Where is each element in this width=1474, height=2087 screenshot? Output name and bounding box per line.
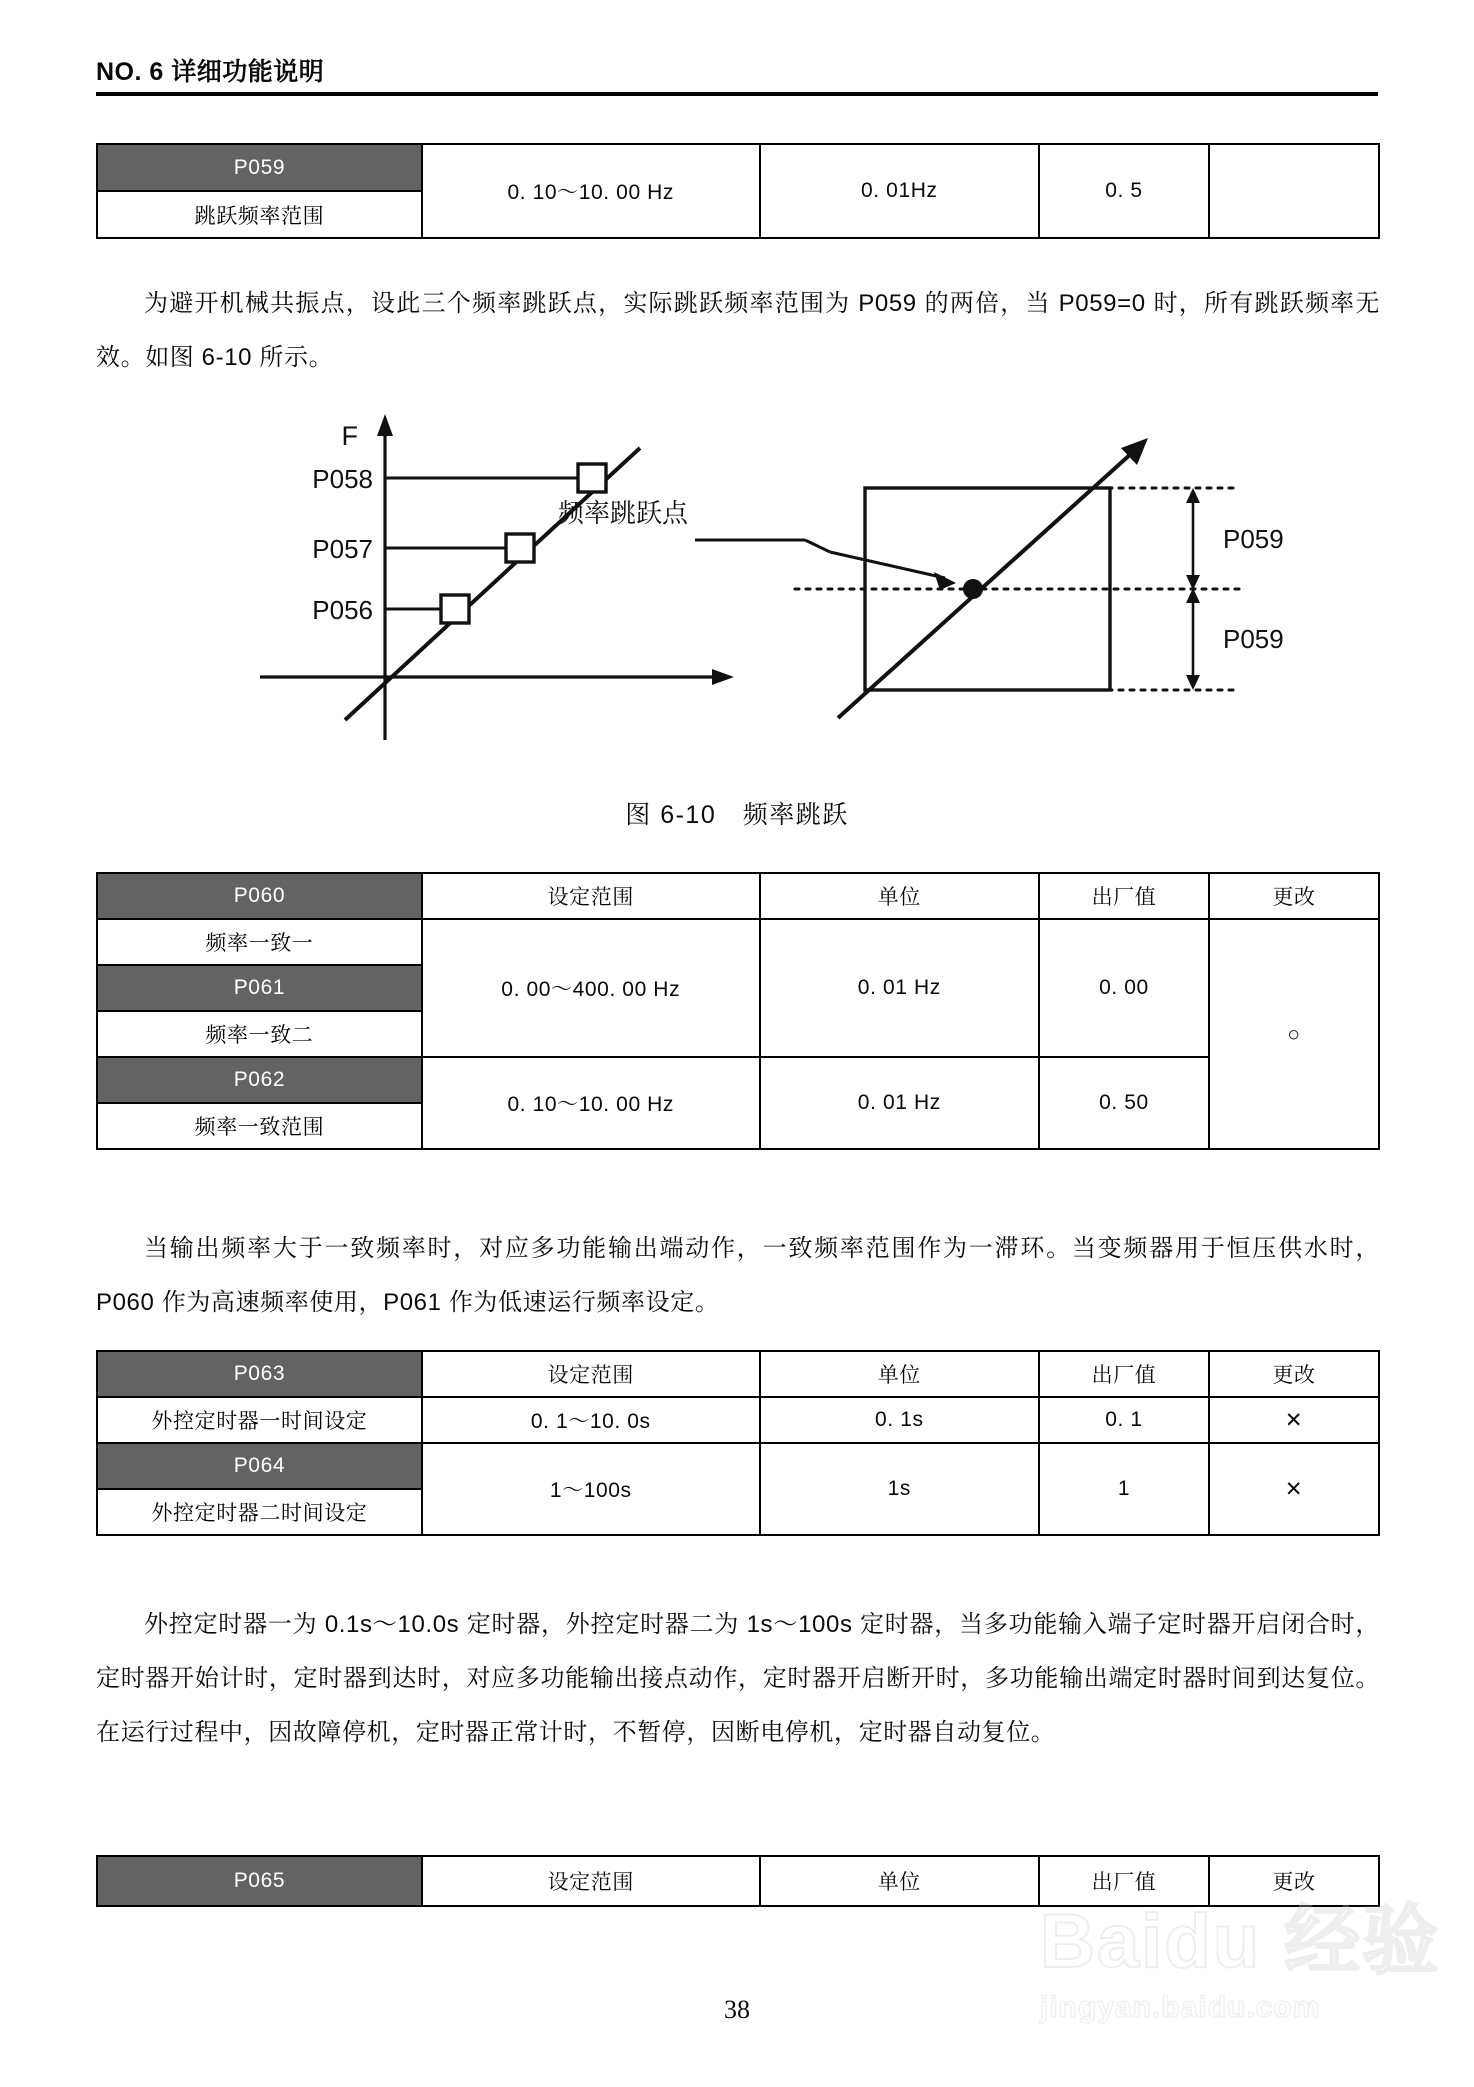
column-header-unit: 单位 xyxy=(760,1856,1039,1906)
param-code-cell: P062 xyxy=(97,1057,422,1103)
param-name-cell: 频率一致二 xyxy=(97,1011,422,1057)
param-name-cell: 跳跃频率范围 xyxy=(97,191,422,238)
figure-6-10-graphic xyxy=(240,400,1300,780)
column-header-default: 出厂值 xyxy=(1039,873,1209,919)
table-row xyxy=(97,873,1379,919)
param-change-cell: ✕ xyxy=(1209,1397,1379,1443)
param-code-cell: P065 xyxy=(97,1856,422,1906)
svg-text:P059: P059 xyxy=(1223,524,1284,554)
param-range-cell: 1～100s xyxy=(422,1443,760,1535)
column-header-default: 出厂值 xyxy=(1039,1351,1209,1397)
header-divider xyxy=(96,92,1378,96)
param-range-cell: 0. 10～10. 00 Hz xyxy=(422,144,760,238)
paragraph-frequency-agreement xyxy=(96,1222,1380,1330)
table-row xyxy=(97,1856,1379,1906)
table-p060 xyxy=(96,872,1380,1150)
svg-text:P056: P056 xyxy=(312,595,373,625)
param-default-cell: 0. 1 xyxy=(1039,1397,1209,1443)
param-range-cell: 0. 10～10. 00 Hz xyxy=(422,1057,760,1149)
param-code-cell: P064 xyxy=(97,1443,422,1489)
param-name-cell: 外控定时器一时间设定 xyxy=(97,1397,422,1443)
table-p063 xyxy=(96,1350,1380,1536)
param-unit-cell: 0. 01 Hz xyxy=(760,1057,1039,1149)
column-header-range: 设定范围 xyxy=(422,873,760,919)
figure-6-10 xyxy=(240,400,1300,785)
param-change-cell xyxy=(1209,144,1379,238)
svg-text:F: F xyxy=(341,421,358,451)
paragraph-text: 为避开机械共振点，设此三个频率跳跃点，实际跳跃频率范围为 P059 的两倍，当 P059=0 时，所有跳跃频率无效。如图 6-10 所示。 xyxy=(96,290,1380,371)
page-number: 38 xyxy=(724,1995,750,2024)
param-default-cell: 0. 50 xyxy=(1039,1057,1209,1149)
table-row xyxy=(97,1351,1379,1397)
param-name-cell: 外控定时器二时间设定 xyxy=(97,1489,422,1535)
column-header-change: 更改 xyxy=(1209,1856,1379,1906)
paragraph-text: 当输出频率大于一致频率时，对应多功能输出端动作，一致频率范围作为一滞环。当变频器用于恒压供水时，P060 作为高速频率使用，P061 作为低速运行频率设定。 xyxy=(96,1235,1380,1316)
table-row xyxy=(97,919,1379,965)
param-code-cell: P060 xyxy=(97,873,422,919)
paragraph-jump-frequency xyxy=(96,277,1380,385)
column-header-default: 出厂值 xyxy=(1039,1856,1209,1906)
column-header-change: 更改 xyxy=(1209,1351,1379,1397)
param-default-cell: 0. 00 xyxy=(1039,919,1209,1057)
table-row xyxy=(97,1443,1379,1489)
param-range-cell: 0. 00～400. 00 Hz xyxy=(422,919,760,1057)
param-change-cell: ○ xyxy=(1209,919,1379,1149)
svg-text:P058: P058 xyxy=(312,464,373,494)
figure-caption: 图 6-10 频率跳跃 xyxy=(625,801,849,829)
param-code-cell: P063 xyxy=(97,1351,422,1397)
column-header-unit: 单位 xyxy=(760,873,1039,919)
param-code-cell: P059 xyxy=(97,144,422,191)
svg-text:频率跳跃点: 频率跳跃点 xyxy=(557,498,688,528)
page-header-title: NO. 6 详细功能说明 xyxy=(96,58,325,86)
paragraph-external-timer xyxy=(96,1598,1380,1760)
watermark-brand: Baidu 经验 xyxy=(1040,1899,1441,1984)
param-default-cell: 1 xyxy=(1039,1443,1209,1535)
param-change-cell: ✕ xyxy=(1209,1443,1379,1535)
table-p065 xyxy=(96,1855,1380,1907)
column-header-change: 更改 xyxy=(1209,873,1379,919)
table-row xyxy=(97,144,1379,191)
param-unit-cell: 0. 1s xyxy=(760,1397,1039,1443)
param-name-cell: 频率一致范围 xyxy=(97,1103,422,1149)
svg-text:P059: P059 xyxy=(1223,624,1284,654)
paragraph-text: 外控定时器一为 0.1s～10.0s 定时器，外控定时器二为 1s～100s 定时器，当多功能输入端子定时器开启闭合时，定时器开始计时，定时器到达时，对应多功能输出接点动作，定时器开启断开时，多功能输出端定时器时间到达复位。在运行过程中，因故障停机，定时器正常计时，不暂停，因断电停机，定时器自动复位。 xyxy=(96,1611,1380,1746)
table-row xyxy=(97,1397,1379,1443)
param-range-cell: 0. 1～10. 0s xyxy=(422,1397,760,1443)
param-default-cell: 0. 5 xyxy=(1039,144,1209,238)
svg-text:P057: P057 xyxy=(312,534,373,564)
column-header-unit: 单位 xyxy=(760,1351,1039,1397)
table-row xyxy=(97,1057,1379,1103)
param-unit-cell: 0. 01 Hz xyxy=(760,919,1039,1057)
param-unit-cell: 1s xyxy=(760,1443,1039,1535)
param-unit-cell: 0. 01Hz xyxy=(760,144,1039,238)
watermark-url: jingyan.baidu.com xyxy=(1040,1991,1321,2024)
column-header-range: 设定范围 xyxy=(422,1856,760,1906)
param-code-cell: P061 xyxy=(97,965,422,1011)
param-name-cell: 频率一致一 xyxy=(97,919,422,965)
column-header-range: 设定范围 xyxy=(422,1351,760,1397)
table-p059 xyxy=(96,143,1380,239)
